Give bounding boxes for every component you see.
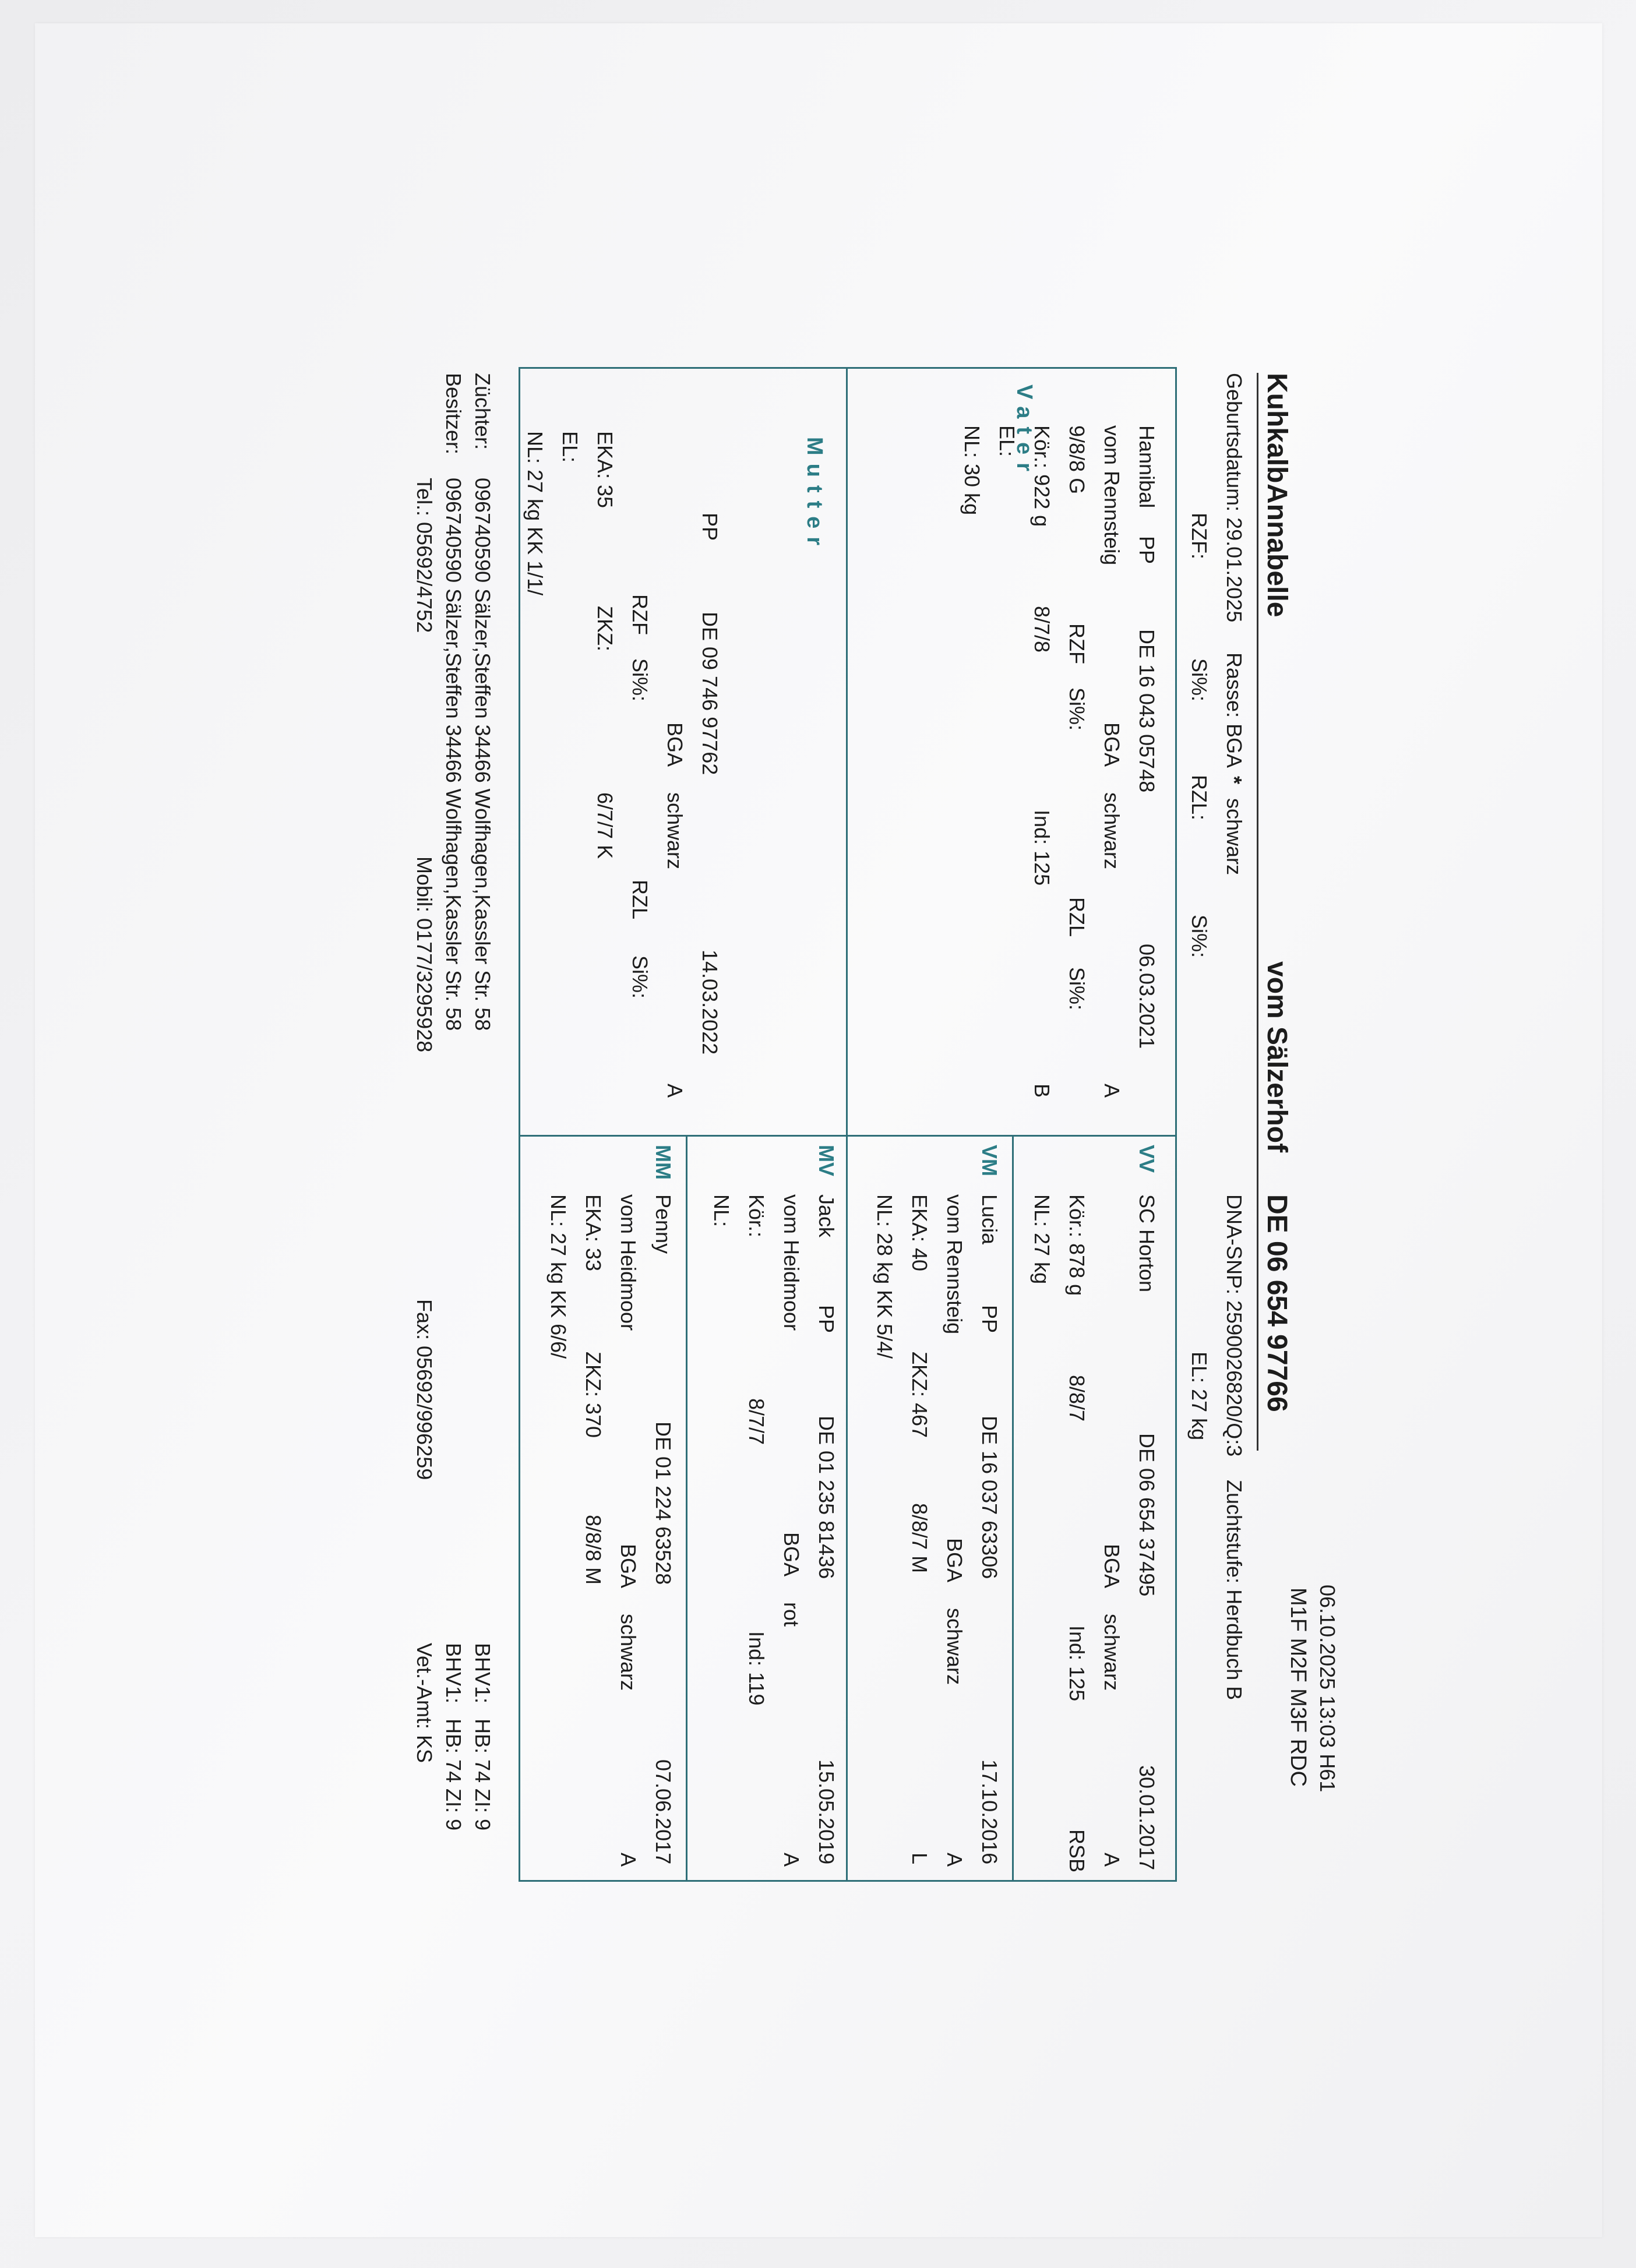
breeding-stage: Zuchtstufe: Herdbuch B bbox=[1222, 1480, 1246, 1701]
mv-marks: 8/7/7 bbox=[745, 1398, 768, 1445]
mutter-si1: Si%: bbox=[628, 658, 652, 702]
mm-grade: A bbox=[616, 1853, 640, 1867]
vater-rzf: RZF bbox=[1065, 623, 1089, 664]
phone: Tel.: 05692/4752 bbox=[412, 478, 436, 633]
bhv1-value-2: HB: 74 ZI: 9 bbox=[442, 1719, 466, 1831]
vm-date: 17.10.2016 bbox=[978, 1759, 1002, 1865]
birth-date: Geburtsdatum: 29.01.2025 bbox=[1222, 373, 1246, 623]
vm-pp: PP bbox=[978, 1305, 1002, 1334]
vv-index: Ind: 125 bbox=[1065, 1625, 1089, 1702]
mutter-color: schwarz bbox=[663, 792, 687, 870]
mobile: Mobil: 0177/3295928 bbox=[412, 856, 436, 1053]
vater-grade: A bbox=[1100, 1084, 1124, 1098]
mv-koer: Kör.: bbox=[745, 1194, 768, 1238]
bhv1-label-2: BHV1: bbox=[442, 1643, 466, 1704]
vet-office: Vet.-Amt: KS bbox=[412, 1643, 436, 1763]
vater-breed: BGA bbox=[1100, 722, 1124, 767]
parent-divider bbox=[846, 367, 848, 1136]
vv-name: SC Horton bbox=[1135, 1194, 1159, 1293]
mv-color: rot bbox=[780, 1602, 803, 1627]
mutter-label: Mutter bbox=[802, 437, 827, 554]
vm-grade: A bbox=[943, 1853, 967, 1867]
calf-el: EL: 27 kg bbox=[1187, 1352, 1211, 1441]
mutter-ear: DE 09 746 97762 bbox=[698, 612, 722, 775]
vater-si1: Si%: bbox=[1065, 687, 1089, 731]
vater-ear: DE 16 043 05748 bbox=[1135, 629, 1159, 793]
calf-rzl: RZL: bbox=[1187, 775, 1211, 821]
mv-name: Jack bbox=[815, 1194, 838, 1238]
mutter-zkz: ZKZ: bbox=[593, 606, 617, 651]
mm-ear: DE 01 224 63528 bbox=[651, 1422, 675, 1585]
vv-grade: A bbox=[1100, 1853, 1124, 1867]
vv-nl: NL: 27 kg bbox=[1030, 1194, 1054, 1285]
mm-date: 07.06.2017 bbox=[651, 1759, 675, 1865]
vater-nl: NL: 30 kg bbox=[960, 425, 984, 516]
vater-name: Hannibal bbox=[1135, 425, 1159, 509]
breed: Rasse: BGA bbox=[1222, 652, 1246, 768]
mv-tag: MV bbox=[815, 1145, 838, 1176]
breed-mark: * bbox=[1222, 776, 1246, 785]
breeder-info: 096740590 Sälzer,Steffen 34466 Wolfhagen,Kassler Str. 58 bbox=[471, 478, 495, 1031]
vm-nl: NL: 28 kg KK 5/4/ bbox=[873, 1194, 897, 1359]
farm-name: vom Sälzerhof bbox=[1261, 961, 1292, 1153]
mm-zkz: ZKZ: 370 bbox=[581, 1352, 605, 1438]
genetic-codes: M1F M2F M3F RDC bbox=[1286, 1588, 1310, 1787]
vater-label: Vater bbox=[1012, 385, 1036, 479]
paper-sheet bbox=[35, 23, 1602, 2237]
vm-name: Lucia bbox=[978, 1194, 1002, 1245]
fax: Fax: 05692/996259 bbox=[412, 1299, 436, 1480]
vm-tag: VM bbox=[978, 1145, 1002, 1176]
vater-si2: Si%: bbox=[1065, 967, 1089, 1011]
calf-type: Kuhkalb bbox=[1261, 373, 1292, 484]
calf-name: Annabelle bbox=[1261, 484, 1292, 618]
mutter-rzf: RZF bbox=[628, 594, 652, 635]
vm-ear: DE 16 037 63306 bbox=[978, 1416, 1002, 1579]
vater-color: schwarz bbox=[1100, 792, 1124, 870]
pedigree-document bbox=[204, 361, 1346, 1888]
vv-tag: VV bbox=[1135, 1145, 1159, 1173]
vater-date: 06.03.2021 bbox=[1135, 944, 1159, 1049]
vv-extra: RSB bbox=[1065, 1829, 1089, 1873]
vater-pp: PP bbox=[1135, 536, 1159, 565]
vm-marks: 8/8/7 M bbox=[908, 1503, 932, 1574]
owner-info: 096740590 Sälzer,Steffen 34466 Wolfhagen,Kassler Str. 58 bbox=[442, 478, 466, 1031]
vm-zkz: ZKZ: 467 bbox=[908, 1352, 932, 1438]
generation-divider bbox=[519, 1135, 1177, 1137]
mutter-el: EL: bbox=[558, 431, 582, 463]
vater-koer: Kör.: 922 g bbox=[1030, 425, 1054, 527]
mm-nl: NL: 27 kg KK 6/6/ bbox=[546, 1194, 570, 1359]
grandparent-divider-1 bbox=[1012, 1135, 1014, 1882]
bhv1-value-1: HB: 74 ZI: 9 bbox=[471, 1719, 495, 1831]
mv-breed: BGA bbox=[780, 1532, 803, 1577]
mv-date: 15.05.2019 bbox=[815, 1759, 838, 1865]
vv-breed: BGA bbox=[1100, 1544, 1124, 1589]
mv-nl: NL: bbox=[710, 1194, 734, 1228]
mutter-nl: NL: 27 kg KK 1/1/ bbox=[523, 431, 547, 596]
owner-label: Besitzer: bbox=[442, 373, 466, 455]
calf-si2: Si%: bbox=[1187, 915, 1211, 958]
vv-koer: Kör.: 878 g bbox=[1065, 1194, 1089, 1296]
vater-koer-class: B bbox=[1030, 1084, 1054, 1098]
mm-color: schwarz bbox=[616, 1614, 640, 1691]
grandparent-divider-2 bbox=[846, 1135, 848, 1882]
mm-breed: BGA bbox=[616, 1544, 640, 1589]
mm-name: Penny bbox=[651, 1194, 675, 1254]
vv-date: 30.01.2017 bbox=[1135, 1765, 1159, 1871]
vm-extra: L bbox=[908, 1853, 932, 1865]
mm-marks: 8/8/8 M bbox=[581, 1515, 605, 1585]
mv-ear: DE 01 235 81436 bbox=[815, 1416, 838, 1579]
mm-eka: EKA: 33 bbox=[581, 1194, 605, 1272]
vater-rzl: RZL bbox=[1065, 897, 1089, 937]
mv-pp: PP bbox=[815, 1305, 838, 1334]
vater-el: EL: bbox=[995, 425, 1019, 457]
vater-koer-marks: 8/7/8 bbox=[1030, 606, 1054, 653]
vv-ear: DE 06 654 37495 bbox=[1135, 1433, 1159, 1597]
mutter-rzl: RZL bbox=[628, 880, 652, 920]
print-timestamp: 06.10.2025 13:03 H61 bbox=[1316, 1585, 1339, 1793]
calf-si1: Si%: bbox=[1187, 658, 1211, 702]
vm-origin: vom Rennsteig bbox=[943, 1194, 967, 1335]
mutter-breed: BGA bbox=[663, 722, 687, 767]
vater-scores: 9/8/8 G bbox=[1065, 425, 1089, 495]
dna-snp: DNA-SNP: 2590026820/Q:3 bbox=[1222, 1194, 1246, 1457]
calf-rzf: RZF: bbox=[1187, 513, 1211, 559]
mutter-si2: Si%: bbox=[628, 955, 652, 999]
vm-color: schwarz bbox=[943, 1608, 967, 1685]
vm-eka: EKA: 40 bbox=[908, 1194, 932, 1272]
mm-origin: vom Heidmoor bbox=[616, 1194, 640, 1331]
mm-tag: MM bbox=[651, 1145, 675, 1180]
mv-grade: A bbox=[780, 1853, 803, 1867]
mutter-date: 14.03.2022 bbox=[698, 950, 722, 1055]
mutter-grade: A bbox=[663, 1084, 687, 1098]
mv-origin: vom Heidmoor bbox=[780, 1194, 803, 1331]
vm-breed: BGA bbox=[943, 1538, 967, 1583]
vater-origin: vom Rennsteig bbox=[1100, 425, 1124, 566]
vv-marks: 8/8/7 bbox=[1065, 1375, 1089, 1422]
calf-color: schwarz bbox=[1222, 798, 1246, 876]
bhv1-label-1: BHV1: bbox=[471, 1643, 495, 1704]
breeder-label: Züchter: bbox=[471, 373, 495, 450]
mutter-pp: PP bbox=[698, 513, 722, 541]
calf-ear-tag: DE 06 654 97766 bbox=[1261, 1194, 1292, 1412]
mutter-marks: 6/7/7 K bbox=[593, 792, 617, 859]
mutter-eka: EKA: 35 bbox=[593, 431, 617, 509]
mv-index: Ind: 119 bbox=[745, 1631, 768, 1706]
header-rule bbox=[1257, 373, 1258, 1451]
grandparent-divider-3 bbox=[686, 1135, 687, 1882]
vater-index: Ind: 125 bbox=[1030, 810, 1054, 886]
vv-color: schwarz bbox=[1100, 1614, 1124, 1691]
